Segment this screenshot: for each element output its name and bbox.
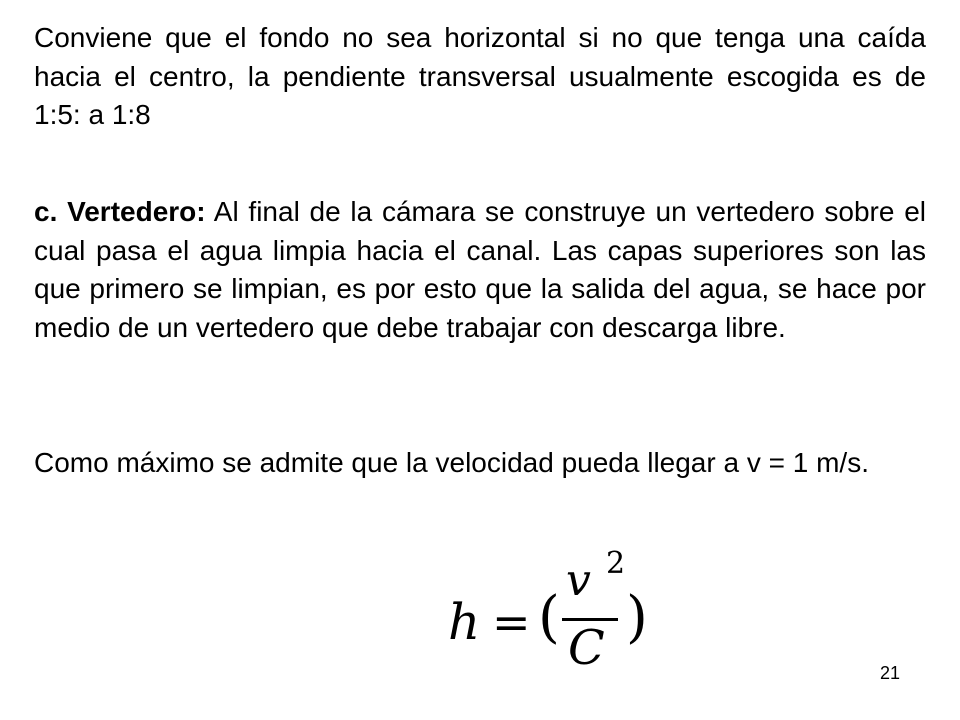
paragraph-text: Al final de la cámara se construye un vertedero sobre el cual pasa el agua limpia hacia el canal. Las capas superiores son las que primero se limpian, es por esto que la salida del agua, se hace por medio de un vertedero que debe trabajar con descarga libre.: [34, 196, 926, 343]
paragraph-text: Conviene que el fondo no sea horizontal si no que tenga una caída hacia el centro, la pendiente transversal usualmente escogida es de 1:5: a 1:8: [34, 22, 926, 130]
paragraph-bottom-slope: [34, 19, 926, 135]
formula-denominator: C: [568, 620, 605, 676]
paragraph-vertedero: [34, 193, 926, 347]
formula-equals: =: [492, 595, 531, 649]
formula-open-paren: (: [538, 585, 560, 650]
formula-numerator: v: [566, 555, 591, 606]
section-heading-vertedero: c. Vertedero:: [34, 196, 206, 227]
formula-head-loss: [448, 546, 668, 682]
page-number: 21: [880, 663, 901, 683]
formula-lhs: h: [448, 593, 481, 651]
paragraph-text: Como máximo se admite que la velocidad pueda llegar a v = 1 m/s.: [34, 447, 869, 478]
formula-close-paren: ): [626, 585, 648, 650]
formula-exponent: 2: [606, 546, 626, 581]
paragraph-max-velocity: [34, 444, 926, 483]
